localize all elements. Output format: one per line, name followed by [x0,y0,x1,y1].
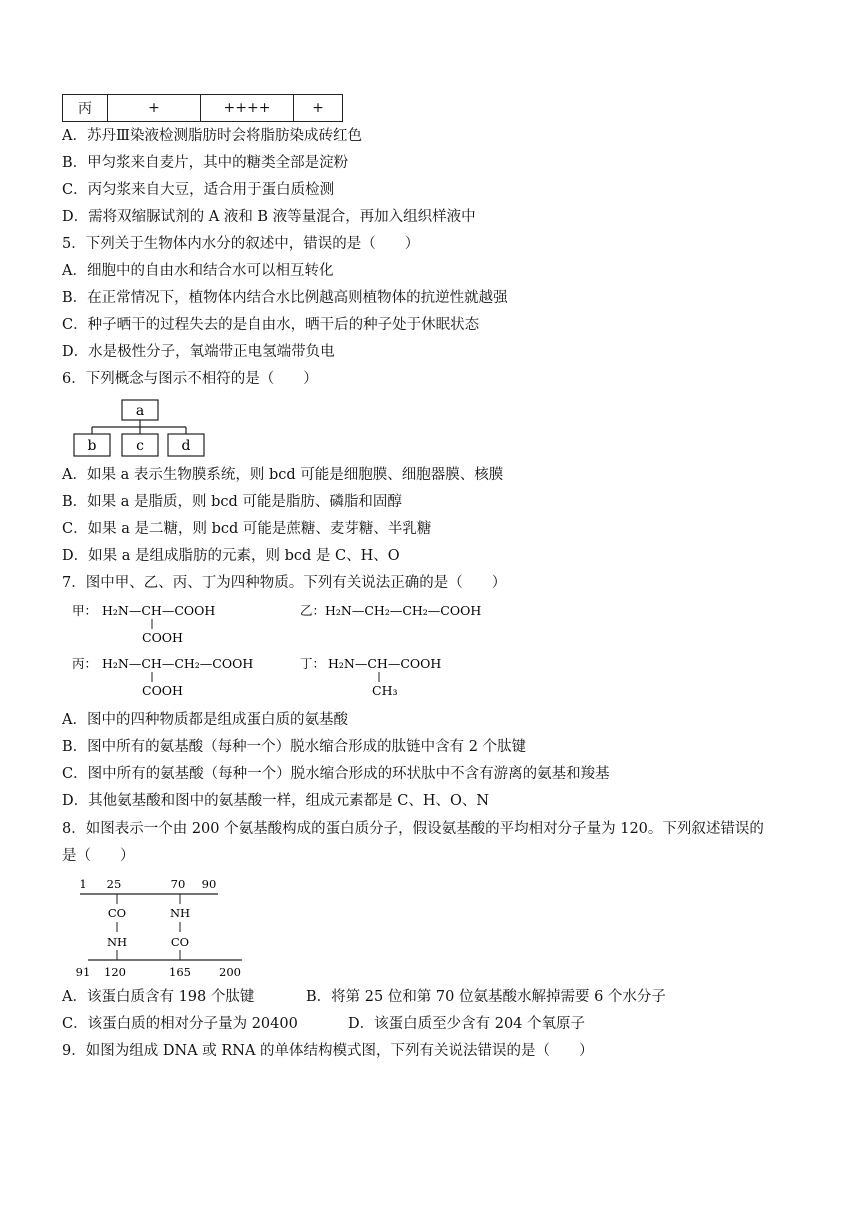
bottom-label: 91 [75,965,91,979]
q5-option-a: A．细胞中的自由水和结合水可以相互转化 [62,263,334,279]
q7-option-d: D．其他氨基酸和图中的氨基酸一样，组成元素都是 C、H、O、N [62,793,490,809]
q5-option-d: D．水是极性分子，氧端带正电氢端带负电 [62,344,335,360]
q4-option-c: C．丙匀浆来自大豆，适合用于蛋白质检测 [62,182,335,198]
bond-label: NH [169,906,191,920]
top-label: 25 [106,877,122,891]
formula-yi: 乙：H₂N—CH₂—CH₂—COOH [300,603,482,618]
q6-option-b: B．如果 a 是脂质，则 bcd 可能是脂肪、磷脂和固醇 [62,494,402,510]
protein-chain-diagram [70,874,260,980]
q6-stem: 6．下列概念与图示不相符的是（ ） [62,371,318,387]
formula-jia-label: 甲： [72,603,98,618]
bond-label: CO [170,935,190,949]
q9-stem: 9．如图为组成 DNA 或 RNA 的单体结构模式图，下列有关说法错误的是（ ） [62,1043,594,1059]
q5-stem: 5．下列关于生物体内水分的叙述中，错误的是（ ） [62,236,420,252]
node-b: b [87,438,97,454]
concept-tree-diagram [70,398,210,460]
q7-option-a: A．图中的四种物质都是组成蛋白质的氨基酸 [62,712,348,728]
bottom-label: 165 [169,965,191,979]
formula-bing-label: 丙： [72,656,98,671]
bond-label: CO [107,906,127,920]
node-d: d [181,438,191,454]
top-label: 90 [201,877,217,891]
q8-stem-line1: 8．如图表示一个由 200 个氨基酸构成的蛋白质分子，假设氨基酸的平均相对分子量为 120。下列叙述错误的 [62,821,764,837]
top-label: 70 [170,877,186,891]
table-cell: + [108,95,201,122]
q4-option-b: B．甲匀浆来自麦片，其中的糖类全部是淀粉 [62,155,349,171]
table-cell: 丙 [63,95,108,122]
q8-stem-line2: 是（ ） [62,848,135,864]
q8-option-a: A．该蛋白质含有 198 个肽键 [62,989,255,1005]
q8-option-d: D．该蛋白质至少含有 204 个氧原子 [348,1016,586,1032]
q8-option-b: B．将第 25 位和第 70 位氨基酸水解掉需要 6 个水分子 [306,989,666,1005]
top-label: 1 [79,877,87,891]
formula-ding: H₂N—CH—COOH [328,656,442,671]
formula-ding-sub: CH₃ [372,683,398,698]
q7-option-c: C．图中所有的氨基酸（每种一个）脱水缩合形成的环状肽中不含有游离的氨基和羧基 [62,766,610,782]
formula-ding-label: 丁： [300,656,326,671]
q5-option-b: B．在正常情况下，植物体内结合水比例越高则植物体的抗逆性就越强 [62,290,508,306]
node-a: a [135,403,145,419]
table-row [63,95,343,122]
q7-stem: 7．图中甲、乙、丙、丁为四种物质。下列有关说法正确的是（ ） [62,575,507,591]
q7-option-b: B．图中所有的氨基酸（每种一个）脱水缩合形成的肽链中含有 2 个肽键 [62,739,527,755]
formula-bing: H₂N—CH—CH₂—COOH [102,656,254,671]
q8-option-c: C．该蛋白质的相对分子量为 20400 [62,1016,298,1032]
bottom-label: 200 [219,965,241,979]
q6-option-a: A．如果 a 表示生物膜系统，则 bcd 可能是细胞膜、细胞器膜、核膜 [62,467,504,483]
table-cell: + [294,95,343,122]
q5-option-c: C．种子晒干的过程失去的是自由水，晒干后的种子处于休眠状态 [62,317,480,333]
q6-option-c: C．如果 a 是二糖，则 bcd 可能是蔗糖、麦芽糖、半乳糖 [62,521,432,537]
q6-option-d: D．如果 a 是组成脂肪的元素，则 bcd 是 C、H、O [62,548,400,564]
result-table [62,94,343,122]
q4-option-a: A．苏丹Ⅲ染液检测脂肪时会将脂肪染成砖红色 [62,128,362,144]
q4-option-d: D．需将双缩脲试剂的 A 液和 B 液等量混合，再加入组织样液中 [62,209,476,225]
node-c: c [136,438,144,454]
bottom-label: 120 [104,965,126,979]
formula-jia: H₂N—CH—COOH [102,603,216,618]
amino-acid-formulas [62,598,502,702]
formula-bing-sub: COOH [142,683,183,698]
formula-jia-sub: COOH [142,630,183,645]
table-cell: ++++ [201,95,294,122]
bond-label: NH [106,935,128,949]
